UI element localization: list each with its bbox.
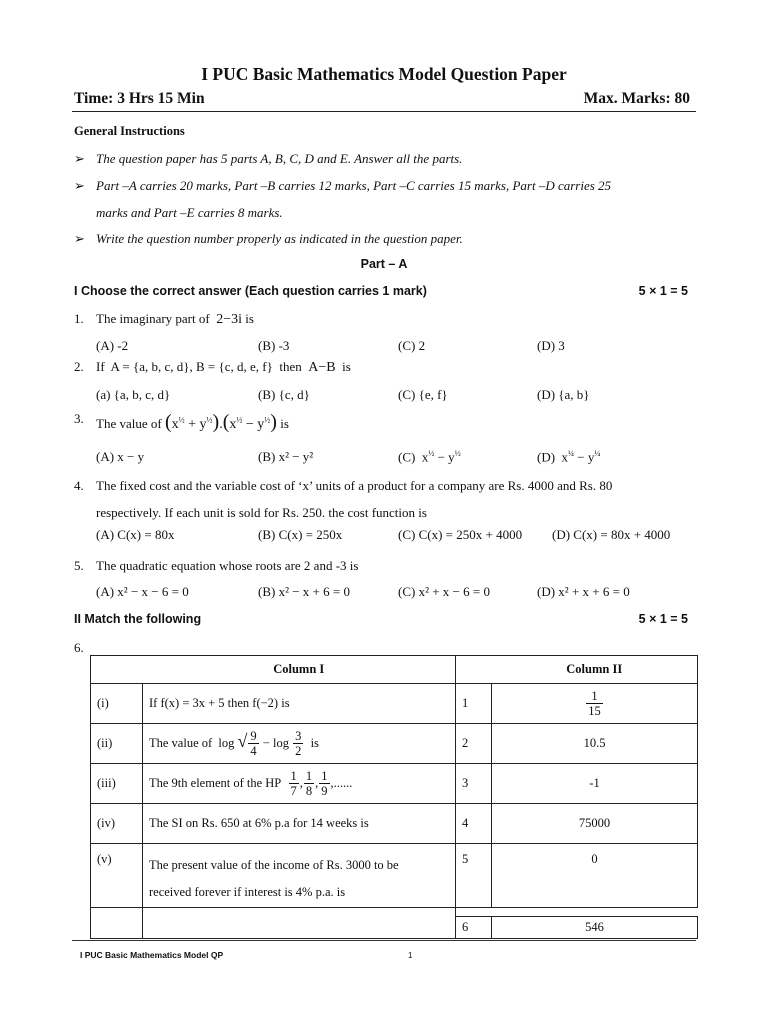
column-1-header: Column I xyxy=(143,656,456,684)
q4-option-d: (D) C(x) = 80x + 4000 xyxy=(552,527,671,542)
table-row: (iii) The 9th element of the HP $\frac{1}{7}$ , $\frac{1}{8}$ , $\frac{1}{9}$ ,...... 3 -1 xyxy=(91,764,698,804)
section-1-marks: 5 × 1 = 5 xyxy=(638,284,688,298)
time-label: Time: 3 Hrs 15 Min xyxy=(74,90,205,107)
q5-option-a: (A) x² − x − 6 = 0 xyxy=(96,584,189,599)
footer-label: I PUC Basic Mathematics Model QP xyxy=(80,950,224,960)
q3-option-b: (B) x² − y² xyxy=(258,449,314,464)
table-row: (iv) The SI on Rs. 650 at 6% p.a for 14 weeks is 4 75000 xyxy=(91,804,698,844)
section-2-heading: II Match the following xyxy=(74,612,202,626)
q3-expression: $(x^{\frac{1}{2}} + y^{\frac{1}{2}}).(x^{\frac{1}{2}} - y^{\frac{1}{2}})$ xyxy=(164,411,277,433)
question-4-continued: respectively. If each unit is sold for Rs. 250. the cost function is xyxy=(96,505,427,520)
q4-option-a: (A) C(x) = 80x xyxy=(96,527,175,542)
table-header-row xyxy=(91,656,698,684)
table-spacer-row xyxy=(91,908,698,917)
q2-option-c: (C) {e, f} xyxy=(398,387,448,402)
q2-option-d: (D) {a, b} xyxy=(537,387,590,402)
q1-option-b: (B) -3 xyxy=(258,338,290,353)
q5-option-c: (C) x² + x − 6 = 0 xyxy=(398,584,490,599)
q3-option-d: (D) $x^{\frac{1}{4}} - y^{\frac{1}{4}}$ xyxy=(537,449,601,465)
match-table xyxy=(90,655,698,939)
q1-option-c: (C) 2 xyxy=(398,338,426,353)
q3-option-c: (C) $x^{\frac{1}{2}} - y^{\frac{1}{2}}$ xyxy=(398,449,461,465)
section-1-heading: I Choose the correct answer (Each question carries 1 mark) xyxy=(74,284,427,298)
q2-option-b: (B) {c, d} xyxy=(258,387,310,402)
question-paper-page: I PUC Basic Mathematics Model Question Paper Time: 3 Hrs 15 Min Max. Marks: 80 General Instructions ➢ The question paper has 5 parts A, B, C, D and E. Answer all the parts. ➢ Part –A carries 20 marks, Part –B carries 12 marks, Part –C carries 15 marks, Part –D carries 25 marks and Part –E carries 8 marks. ➢ Write the question number properly as indicated in the question paper. Part – A I Choose the correct answer (Each question carries 1 mark) 5 × 1 = 5 1. The imaginary part of 2−3i is (A) -2 (B) -3 (C) 2 (D) 3 2. If A = {a, b, c, d}, B = {c, d, e, f} then A−B is (a) {a, b, c, d} (B) {c, d} (C) {e, f} (D) {a, b} 3. The value of $(x^{\frac{1}{2}} + y^{\frac{1}{2}}).(x^{\frac{1}{2}} - y^{\frac{1}{2}})$ is (A) x − y (B) x² − y² (C) $x^{\frac{1}{2}} - y^{\frac{1}{2}}$ (D) $x^{\frac{1}{4}} - y^{\frac{1}{4}}$ 4. The fixed cost and the variable cost of ‘x’ units of a product for a company are Rs. 4000 and Rs. 80 respectively. If each unit is sold for Rs. 250. the cost function is (A) C(x) = 80x (B) C(x) = 250x (C) C(x) = 250x + 4000 (D) C(x) = 80x + 4000 5. The quadratic equation whose roots are 2 and -3 is (A) x² − x − 6 = 0 (B) x² − x + 6 = 0 (C) x² + x − 6 = 0 (D) x² + x + 6 = 0 II Match the following 5 × 1 = 5 6. Column I Column II (i) If f(x) = 3x + 5 then f(−2) is 1 $\frac{1}{15}$ (ii) The value of log √ $\frac{9}{4}$ − log $\frac{3}{2}$ is 2 10.5 (iii) The 9th element of the HP $\frac{1}{7}$ , $\frac{1}{8}$ , $\frac{1}{9}$ ,...... 3 -1 (iv) The SI on Rs. 650 at 6% p.a for 14 weeks is 4 75000 (v) The present value of the income of Rs. 3000 to be received forever if interest is 4% p.a. is 5 0 6 546 I PUC Basic Mathematics Model QP 1 xyxy=(0,0,768,1024)
part-a-heading: Part – A xyxy=(360,257,408,271)
bullet-arrow-icon: ➢ xyxy=(74,151,85,166)
q5-option-d: (D) x² + x + 6 = 0 xyxy=(537,584,630,599)
header-rule xyxy=(72,111,696,112)
q2-option-a: (a) {a, b, c, d} xyxy=(96,387,171,402)
instructions-heading: General Instructions xyxy=(74,124,185,138)
column-2-header: Column II xyxy=(492,656,698,684)
bullet-arrow-icon: ➢ xyxy=(74,178,85,193)
page-number: 1 xyxy=(408,951,413,960)
q1-option-a: (A) -2 xyxy=(96,338,129,353)
table-row: (i) If f(x) = 3x + 5 then f(−2) is 1 $\frac{1}{15}$ xyxy=(91,684,698,724)
bullet-arrow-icon: ➢ xyxy=(74,231,85,246)
q4-option-b: (B) C(x) = 250x xyxy=(258,527,343,542)
table-row: (v) The present value of the income of Rs. 3000 to be received forever if interest is 4% p.a. is 5 0 xyxy=(91,844,698,908)
q5-option-b: (B) x² − x + 6 = 0 xyxy=(258,584,350,599)
question-6-number: 6. xyxy=(74,640,84,655)
q3-option-a: (A) x − y xyxy=(96,449,145,464)
footer-rule xyxy=(72,940,696,941)
fraction-1-15: $\frac{1}{15}$ xyxy=(588,688,601,718)
table-row: (ii) The value of log √ $\frac{9}{4}$ − log $\frac{3}{2}$ is 2 10.5 xyxy=(91,724,698,764)
q1-option-d: (D) 3 xyxy=(537,338,565,353)
paper-title: I PUC Basic Mathematics Model Question Paper xyxy=(201,64,567,84)
instruction-item-continued: marks and Part –E carries 8 marks. xyxy=(96,205,283,220)
max-marks-label: Max. Marks: 80 xyxy=(583,90,690,107)
q4-option-c: (C) C(x) = 250x + 4000 xyxy=(398,527,523,542)
table-row: 6 546 xyxy=(91,917,698,939)
section-2-marks: 5 × 1 = 5 xyxy=(638,612,688,626)
